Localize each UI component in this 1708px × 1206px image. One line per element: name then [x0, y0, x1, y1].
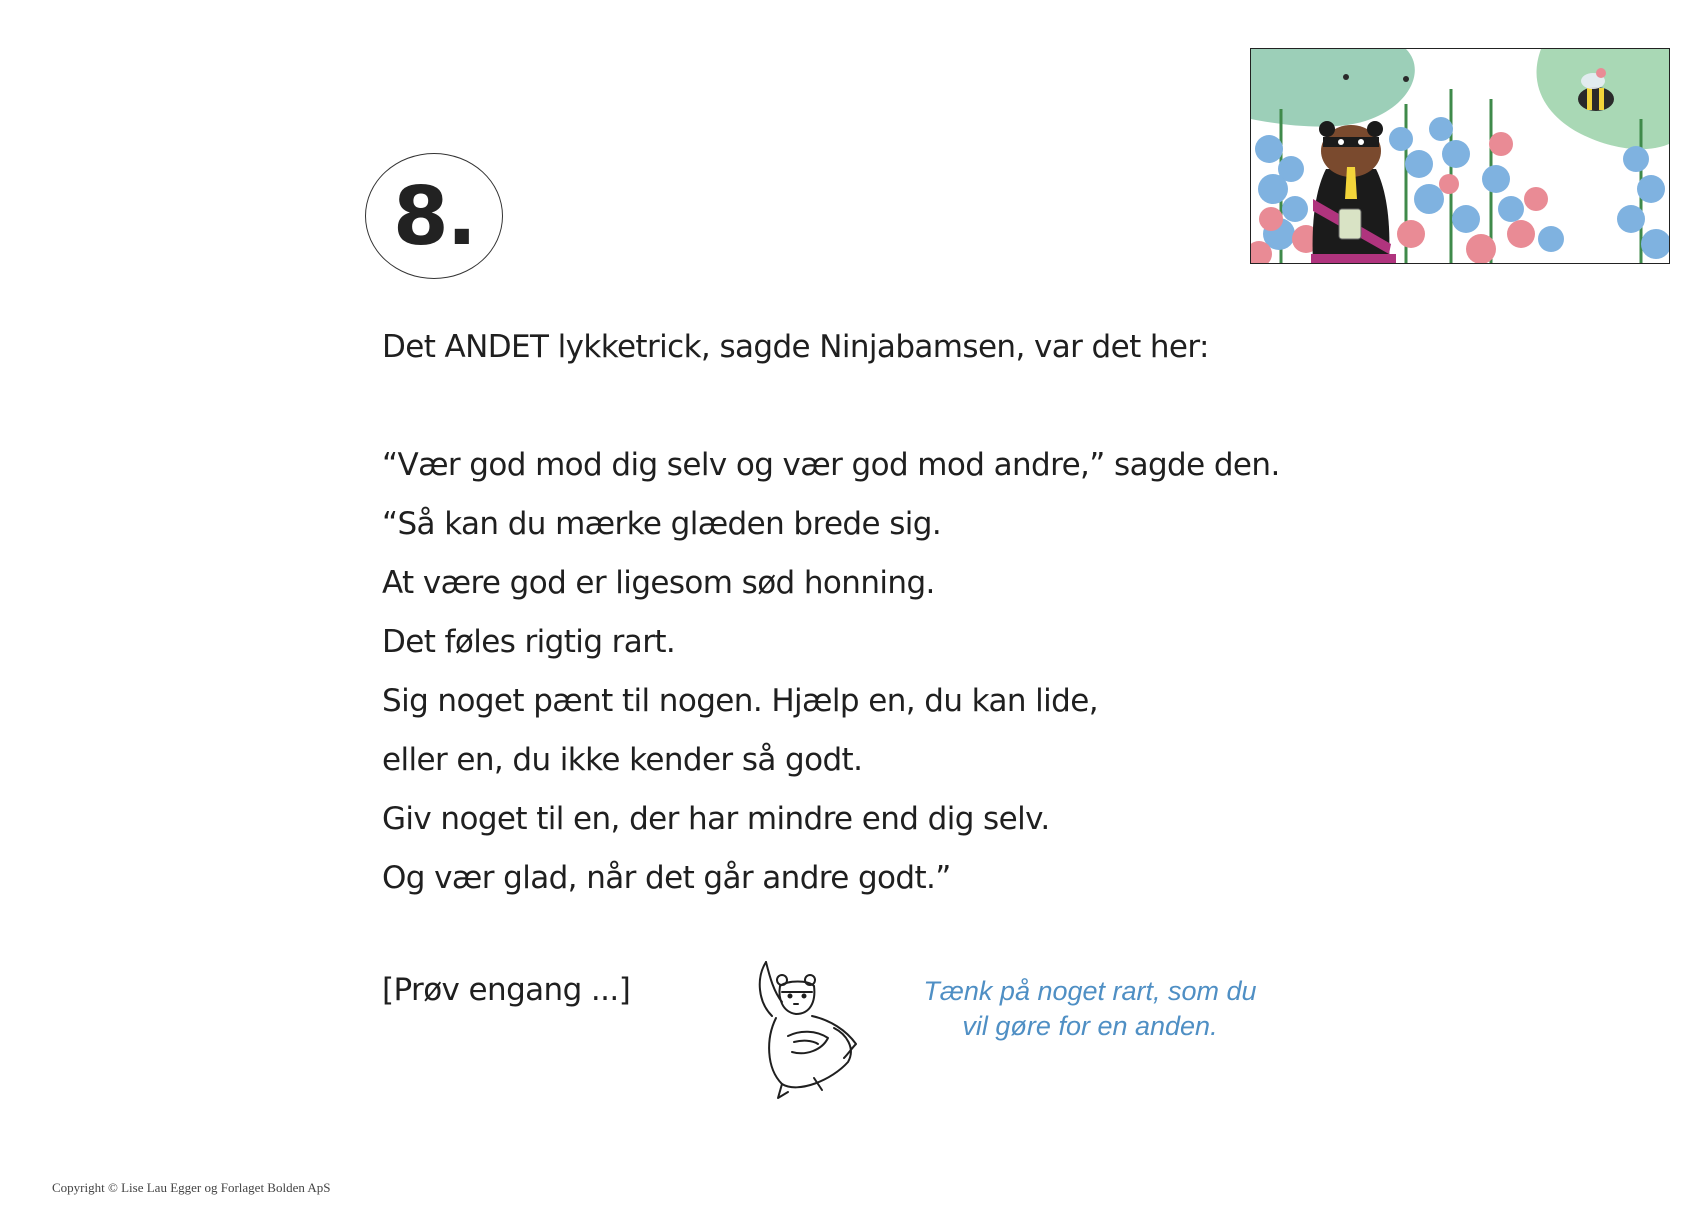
- hint-line-1: Tænk på noget rart, som du: [923, 976, 1257, 1006]
- hint-line-2: vil gøre for en anden.: [962, 1011, 1218, 1041]
- intro-line: Det ANDET lykketrick, sagde Ninjabamsen, var det her:: [382, 329, 1209, 365]
- poem-line: eller en, du ikke kender så godt.: [382, 742, 863, 778]
- page-number-badge: 8.: [365, 153, 503, 279]
- poem-line: Det føles rigtig rart.: [382, 624, 676, 660]
- poem-line: Sig noget pænt til nogen. Hjælp en, du kan lide,: [382, 683, 1098, 719]
- try-prompt-label: [Prøv engang ...]: [382, 972, 631, 1008]
- poem-line: Giv noget til en, der har mindre end dig selv.: [382, 801, 1050, 837]
- poem-line: At være god er ligesom sød honning.: [382, 565, 935, 601]
- copyright-notice: Copyright © Lise Lau Egger og Forlaget Bolden ApS: [52, 1180, 331, 1195]
- poem-line: “Vær god mod dig selv og vær god mod andre,” sagde den.: [382, 447, 1280, 483]
- story-text: [382, 318, 1382, 908]
- ninja-bear-drawing: [752, 958, 864, 1109]
- poem-line: “Så kan du mærke glæden brede sig.: [382, 506, 942, 542]
- hint-text: [880, 974, 1300, 1044]
- poem-line: Og vær glad, når det går andre godt.”: [382, 860, 951, 896]
- bear-garden-illustration: [1250, 48, 1670, 264]
